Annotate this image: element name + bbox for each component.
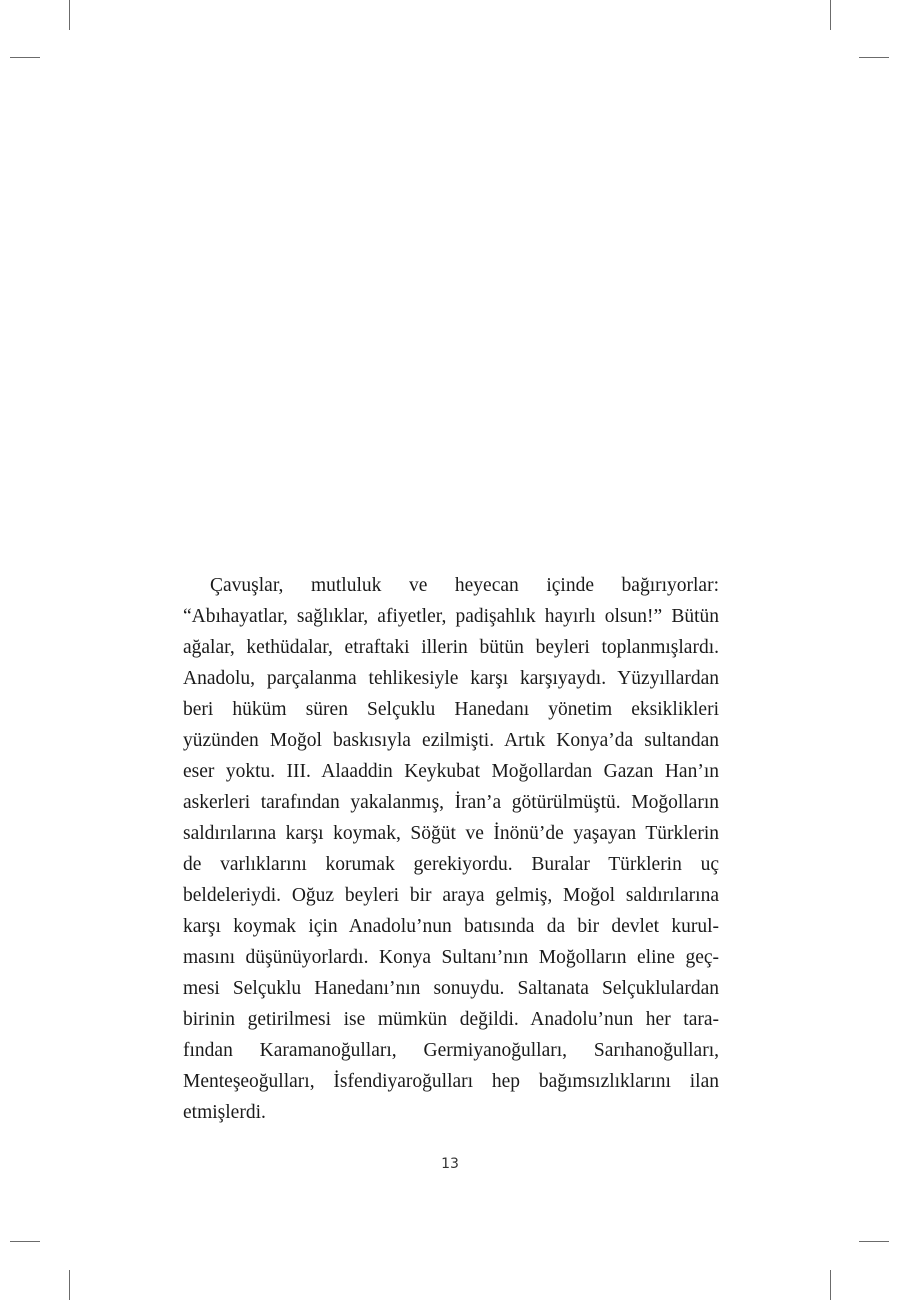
paragraph-line: fından Karamanoğulları, Germiyanoğulları, Sarıhanoğulları,: [183, 1040, 719, 1061]
paragraph-line: saldırılarına karşı koymak, Söğüt ve İnönü’de yaşayan Türklerin: [183, 823, 719, 844]
paragraph-line: de varlıklarını korumak gerekiyordu. Buralar Türklerin uç: [183, 854, 719, 875]
crop-mark-top-right-vertical: [830, 0, 831, 30]
paragraph-line: ağalar, kethüdalar, etraftaki illerin bütün beyleri toplanmışlardı.: [183, 637, 719, 658]
paragraph-line: beri hüküm süren Selçuklu Hanedanı yönetim eksiklikleri: [183, 699, 719, 720]
paragraph-line: “Abıhayatlar, sağlıklar, afiyetler, padişahlık hayırlı olsun!” Bütün: [183, 606, 719, 627]
paragraph-line: etmişlerdi.: [183, 1102, 266, 1123]
page-number: 13: [441, 1156, 459, 1172]
crop-mark-bottom-left-horizontal: [10, 1241, 40, 1242]
paragraph-line: mesi Selçuklu Hanedanı’nın sonuydu. Saltanata Selçuklulardan: [183, 978, 719, 999]
paragraph-line: Anadolu, parçalanma tehlikesiyle karşı karşıyaydı. Yüzyıllardan: [183, 668, 719, 689]
paragraph-line: yüzünden Moğol baskısıyla ezilmişti. Artık Konya’da sultandan: [183, 730, 719, 751]
paragraph-line: eser yoktu. III. Alaaddin Keykubat Moğollardan Gazan Han’ın: [183, 761, 719, 782]
paragraph-line: birinin getirilmesi ise mümkün değildi. Anadolu’nun her tara-: [183, 1009, 719, 1030]
paragraph-line: masını düşünüyorlardı. Konya Sultanı’nın Moğolların eline geç-: [183, 947, 719, 968]
crop-mark-bottom-left-vertical: [69, 1270, 70, 1300]
paragraph-line: askerleri tarafından yakalanmış, İran’a götürülmüştü. Moğolların: [183, 792, 719, 813]
crop-mark-top-left-vertical: [69, 0, 70, 30]
body-paragraph: [183, 570, 719, 1128]
crop-mark-top-right-horizontal: [859, 57, 889, 58]
paragraph-line: Menteşeoğulları, İsfendiyaroğulları hep bağımsızlıklarını ilan: [183, 1071, 719, 1092]
crop-mark-bottom-right-horizontal: [859, 1241, 889, 1242]
paragraph-line: Çavuşlar, mutluluk ve heyecan içinde bağırıyorlar:: [210, 575, 719, 596]
paragraph-line: beldeleriydi. Oğuz beyleri bir araya gelmiş, Moğol saldırılarına: [183, 885, 719, 906]
crop-mark-bottom-right-vertical: [830, 1270, 831, 1300]
crop-mark-top-left-horizontal: [10, 57, 40, 58]
paragraph-line: karşı koymak için Anadolu’nun batısında da bir devlet kurul-: [183, 916, 719, 937]
